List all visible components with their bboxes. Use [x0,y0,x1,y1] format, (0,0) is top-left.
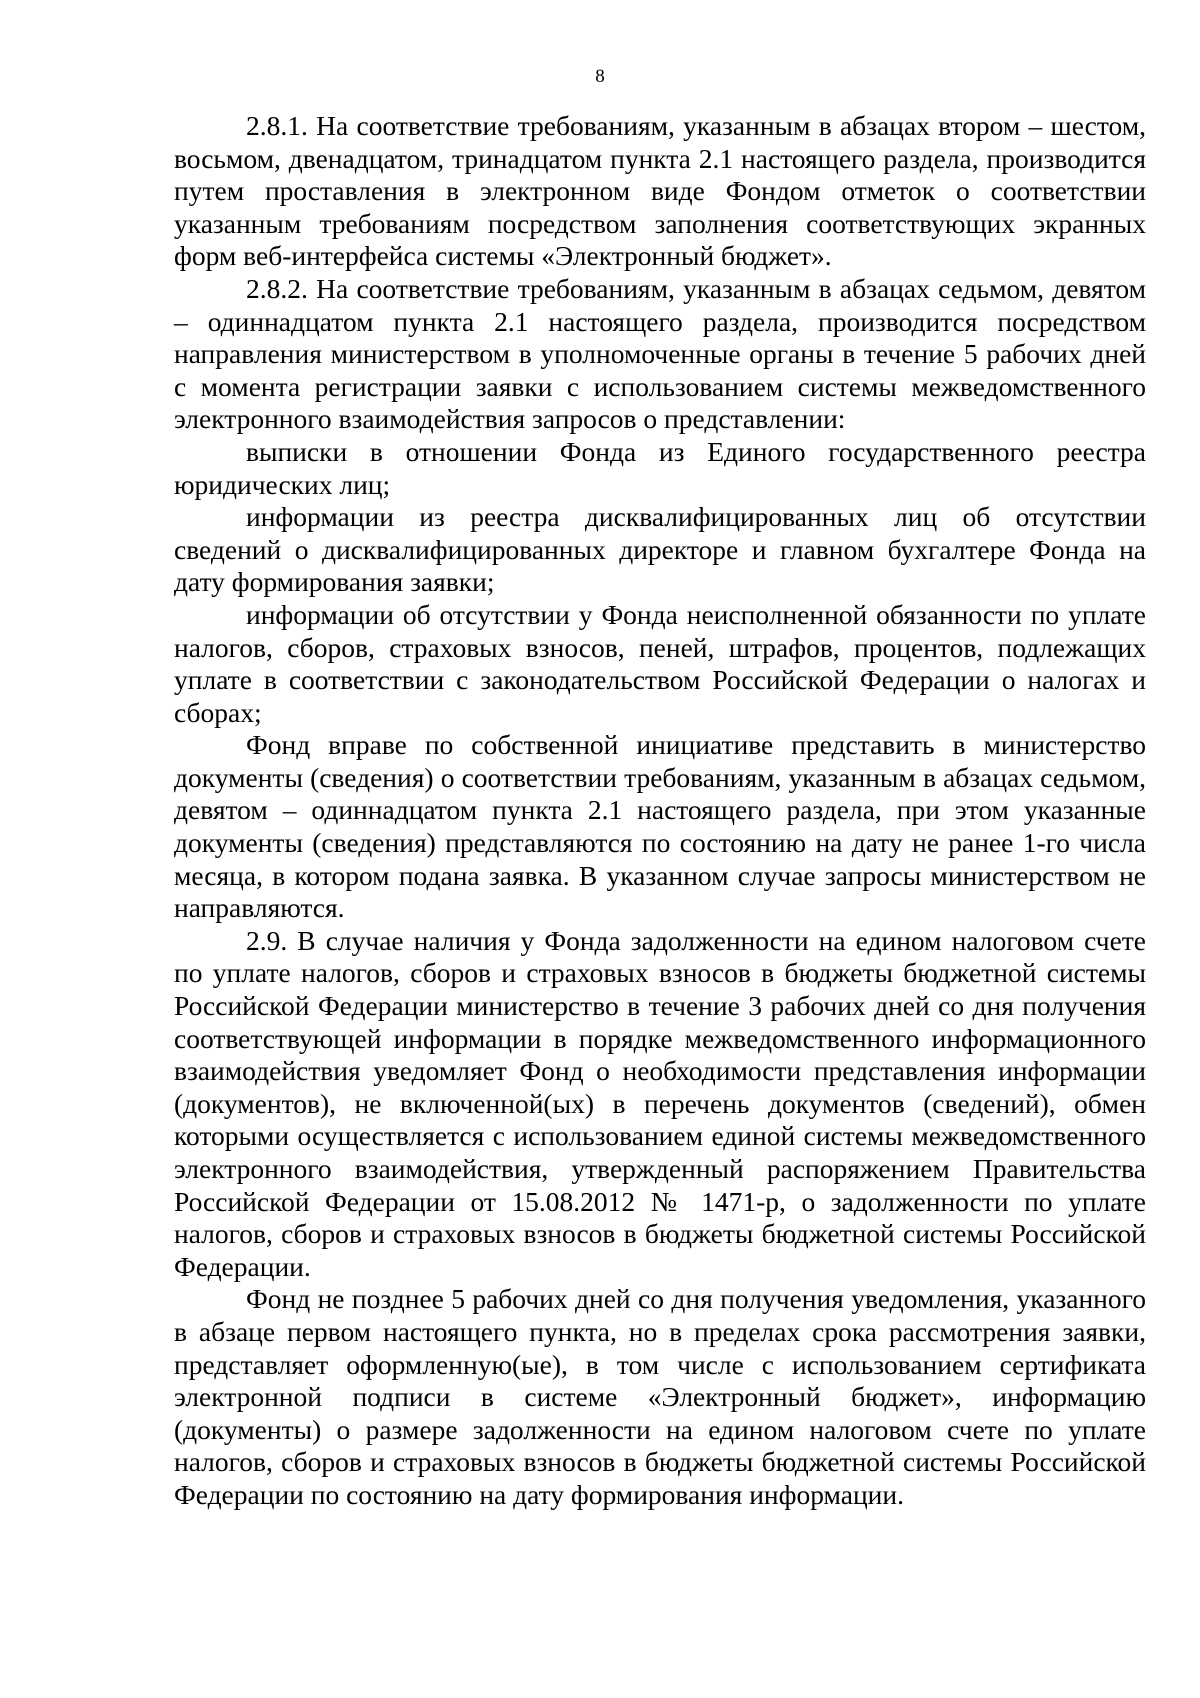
paragraph-tax-obligations: информации об отсутствии у Фонда неисполненной обязанности по уплате налогов, сборов, страховых взносов, пеней, штрафов, процентов, подлежащих уплате в соответствии с законодательством Российской Федерации о налогах и сборах; [174,598,1146,728]
document-body [174,110,1146,1512]
paragraph-disqualified-registry: информации из реестра дисквалифицированных лиц об отсутствии сведений о дисквалифицированных директоре и главном бухгалтере Фонда на дату формирования заявки; [174,501,1146,598]
paragraph-2-9: 2.9. В случае наличия у Фонда задолженности на едином налоговом счете по уплате налогов, сборов и страховых взносов в бюджеты бюджетной системы Российской Федерации министерство в течение 3 рабочих дней со дня получения соответствующей информации в порядке межведомственного информационного взаимодействия уведомляет Фонд о необходимости представления информации (документов), не включенной(ых) в перечень документов (сведений), обмен которыми осуществляется с использованием единой системы межведомственного электронного взаимодействия, утвержденный распоряжением Правительства Российской Федерации от 15.08.2012 № 1471-р, о задолженности по уплате налогов, сборов и страховых взносов в бюджеты бюджетной системы Российской Федерации. [174,924,1146,1282]
paragraph-egrul-extract: выписки в отношении Фонда из Единого государственного реестра юридических лиц; [174,435,1146,500]
paragraph-fund-own-initiative: Фонд вправе по собственной инициативе представить в министерство документы (сведения) о соответствии требованиям, указанным в абзацах седьмом, девятом – одиннадцатом пункта 2.1 настоящего раздела, при этом указанные документы (сведения) представляются по состоянию на дату не ранее 1-го числа месяца, в котором подана заявка. В указанном случае запросы министерством не направляются. [174,729,1146,924]
paragraph-2-8-1: 2.8.1. На соответствие требованиям, указанным в абзацах втором – шестом, восьмом, двенадцатом, тринадцатом пункта 2.1 настоящего раздела, производится путем проставления в электронном виде Фондом отметок о соответствии указанным требованиям посредством заполнения соответствующих экранных форм веб-интерфейса системы «Электронный бюджет». [174,110,1146,272]
page-number: 8 [595,66,605,87]
paragraph-fund-deadline: Фонд не позднее 5 рабочих дней со дня получения уведомления, указанного в абзаце первом настоящего пункта, но в пределах срока рассмотрения заявки, представляет оформленную(ые), в том числе с использованием сертификата электронной подписи в системе «Электронный бюджет», информацию (документы) о размере задолженности на едином налоговом счете по уплате налогов, сборов и страховых взносов в бюджеты бюджетной системы Российской Федерации по состоянию на дату формирования информации. [174,1283,1146,1510]
paragraph-2-8-2: 2.8.2. На соответствие требованиям, указанным в абзацах седьмом, девятом – одиннадцатом пункта 2.1 настоящего раздела, производится посредством направления министерством в уполномоченные органы в течение 5 рабочих дней с момента регистрации заявки с использованием системы межведомственного электронного взаимодействия запросов о представлении: [174,272,1146,435]
